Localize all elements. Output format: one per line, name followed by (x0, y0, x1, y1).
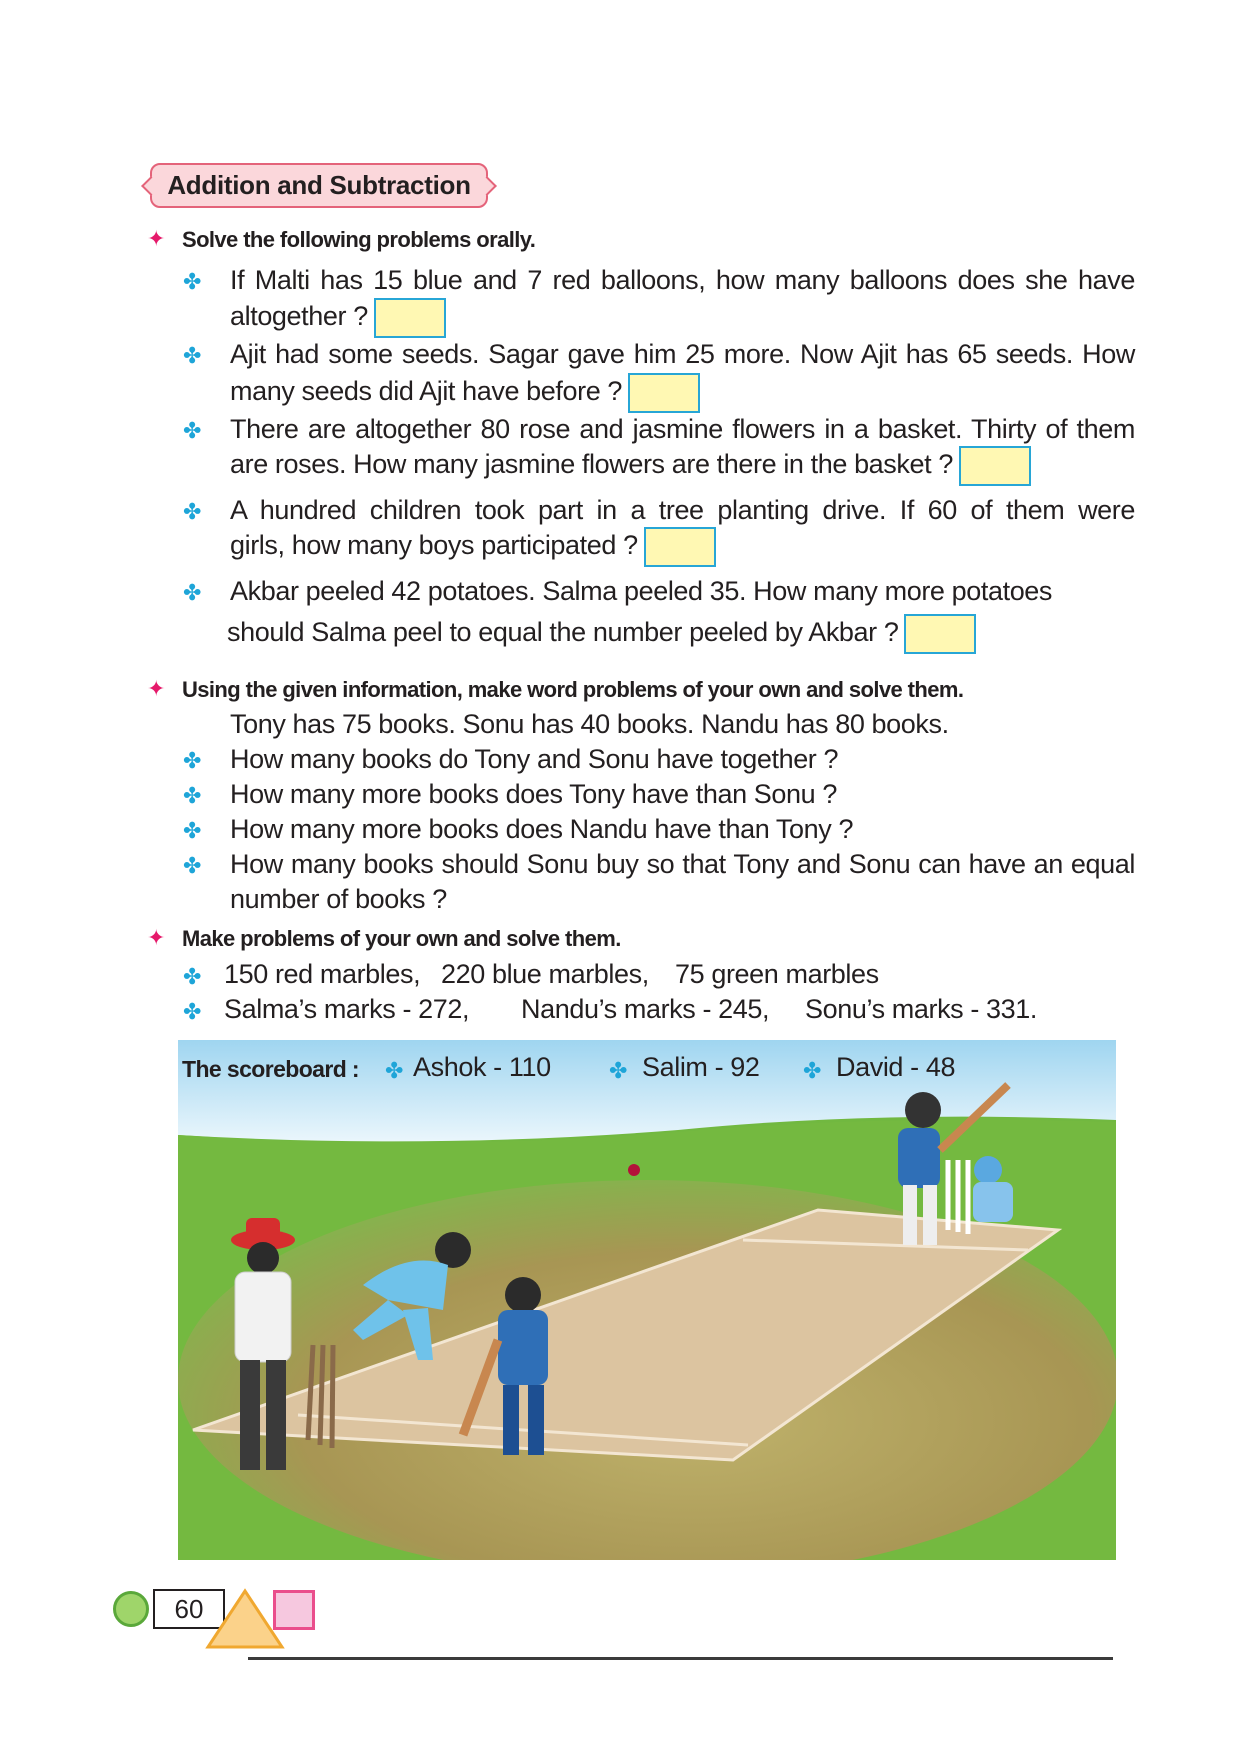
problem-text: There are altogether 80 rose and jasmine flowers in a basket. Thirty of them (230, 414, 1135, 444)
marbles-item: 75 green marbles (675, 959, 879, 989)
scoreboard-entry: Ashok - 110 (413, 1052, 551, 1082)
star-icon: ✦ (147, 227, 166, 252)
info-text: Tony has 75 books. Sonu has 40 books. Nandu has 80 books. (230, 709, 949, 739)
marks-item: Salma’s marks - 272, (224, 994, 470, 1024)
flower-bullet-icon: ✤ (183, 419, 202, 444)
scoreboard-entry: Salim - 92 (642, 1052, 760, 1082)
flower-bullet-icon: ✤ (183, 500, 202, 525)
answer-box[interactable] (904, 614, 976, 654)
problem-text: Ajit had some seeds. Sagar gave him 25 more. Now Ajit has 65 seeds. How (230, 339, 1135, 369)
answer-box[interactable] (644, 527, 716, 567)
problem-text-cont: altogether ? (230, 298, 446, 338)
section-title: Using the given information, make word problems of your own and solve them. (182, 677, 964, 702)
flower-bullet-icon: ✤ (183, 965, 202, 990)
flower-bullet-icon: ✤ (183, 581, 202, 606)
star-icon: ✦ (147, 677, 166, 702)
question-text: How many more books does Tony have than Sonu ? (230, 779, 837, 809)
flower-bullet-icon: ✤ (385, 1059, 404, 1084)
question-text: How many books do Tony and Sonu have together ? (230, 744, 839, 774)
section-title: Solve the following problems orally. (182, 227, 536, 252)
page-heading (150, 163, 488, 208)
flower-bullet-icon: ✤ (183, 784, 202, 809)
scoreboard-entry: David - 48 (836, 1052, 956, 1082)
marbles-item: 150 red marbles, (224, 959, 421, 989)
problem-text-cont: girls, how many boys participated ? (230, 527, 716, 567)
flower-bullet-icon: ✤ (183, 270, 202, 295)
question-text: How many books should Sonu buy so that Tony and Sonu can have an equal (230, 849, 1135, 879)
marbles-item: 220 blue marbles, (441, 959, 649, 989)
footer-rule (248, 1657, 1113, 1660)
problem-text: A hundred children took part in a tree planting drive. If 60 of them were (230, 495, 1135, 525)
marks-item: Sonu’s marks - 331. (805, 994, 1038, 1024)
section-title: Make problems of your own and solve them. (182, 926, 621, 951)
flower-bullet-icon: ✤ (183, 819, 202, 844)
page-number: 60 (174, 1593, 204, 1624)
answer-box[interactable] (959, 446, 1031, 486)
green-circle-decoration (113, 1591, 149, 1627)
cricket-scene-svg (178, 1040, 1116, 1560)
problem-text: Akbar peeled 42 potatoes. Salma peeled 35. How many more potatoes (230, 576, 1053, 606)
flower-bullet-icon: ✤ (183, 854, 202, 879)
flower-bullet-icon: ✤ (183, 749, 202, 774)
pink-square-decoration (273, 1590, 315, 1630)
problem-text-cont: many seeds did Ajit have before ? (230, 373, 700, 413)
star-icon: ✦ (147, 926, 166, 951)
cricket-illustration (178, 1040, 1116, 1560)
problem-text-cont: are roses. How many jasmine flowers are there in the basket ? (230, 446, 1031, 486)
answer-box[interactable] (628, 373, 700, 413)
scoreboard-label: The scoreboard : (182, 1056, 359, 1082)
flower-bullet-icon: ✤ (183, 1000, 202, 1025)
problem-text-cont: should Salma peel to equal the number peeled by Akbar ? (227, 614, 976, 654)
problem-text: If Malti has 15 blue and 7 red balloons, how many balloons does she have (230, 265, 1135, 295)
flower-bullet-icon: ✤ (803, 1059, 822, 1084)
question-text: How many more books does Nandu have than Tony ? (230, 814, 854, 844)
marks-item: Nandu’s marks - 245, (521, 994, 770, 1024)
flower-bullet-icon: ✤ (183, 344, 202, 369)
flower-bullet-icon: ✤ (609, 1059, 628, 1084)
page-heading-text: Addition and Subtraction (167, 170, 471, 200)
question-text-cont: number of books ? (230, 884, 447, 914)
answer-box[interactable] (374, 298, 446, 338)
